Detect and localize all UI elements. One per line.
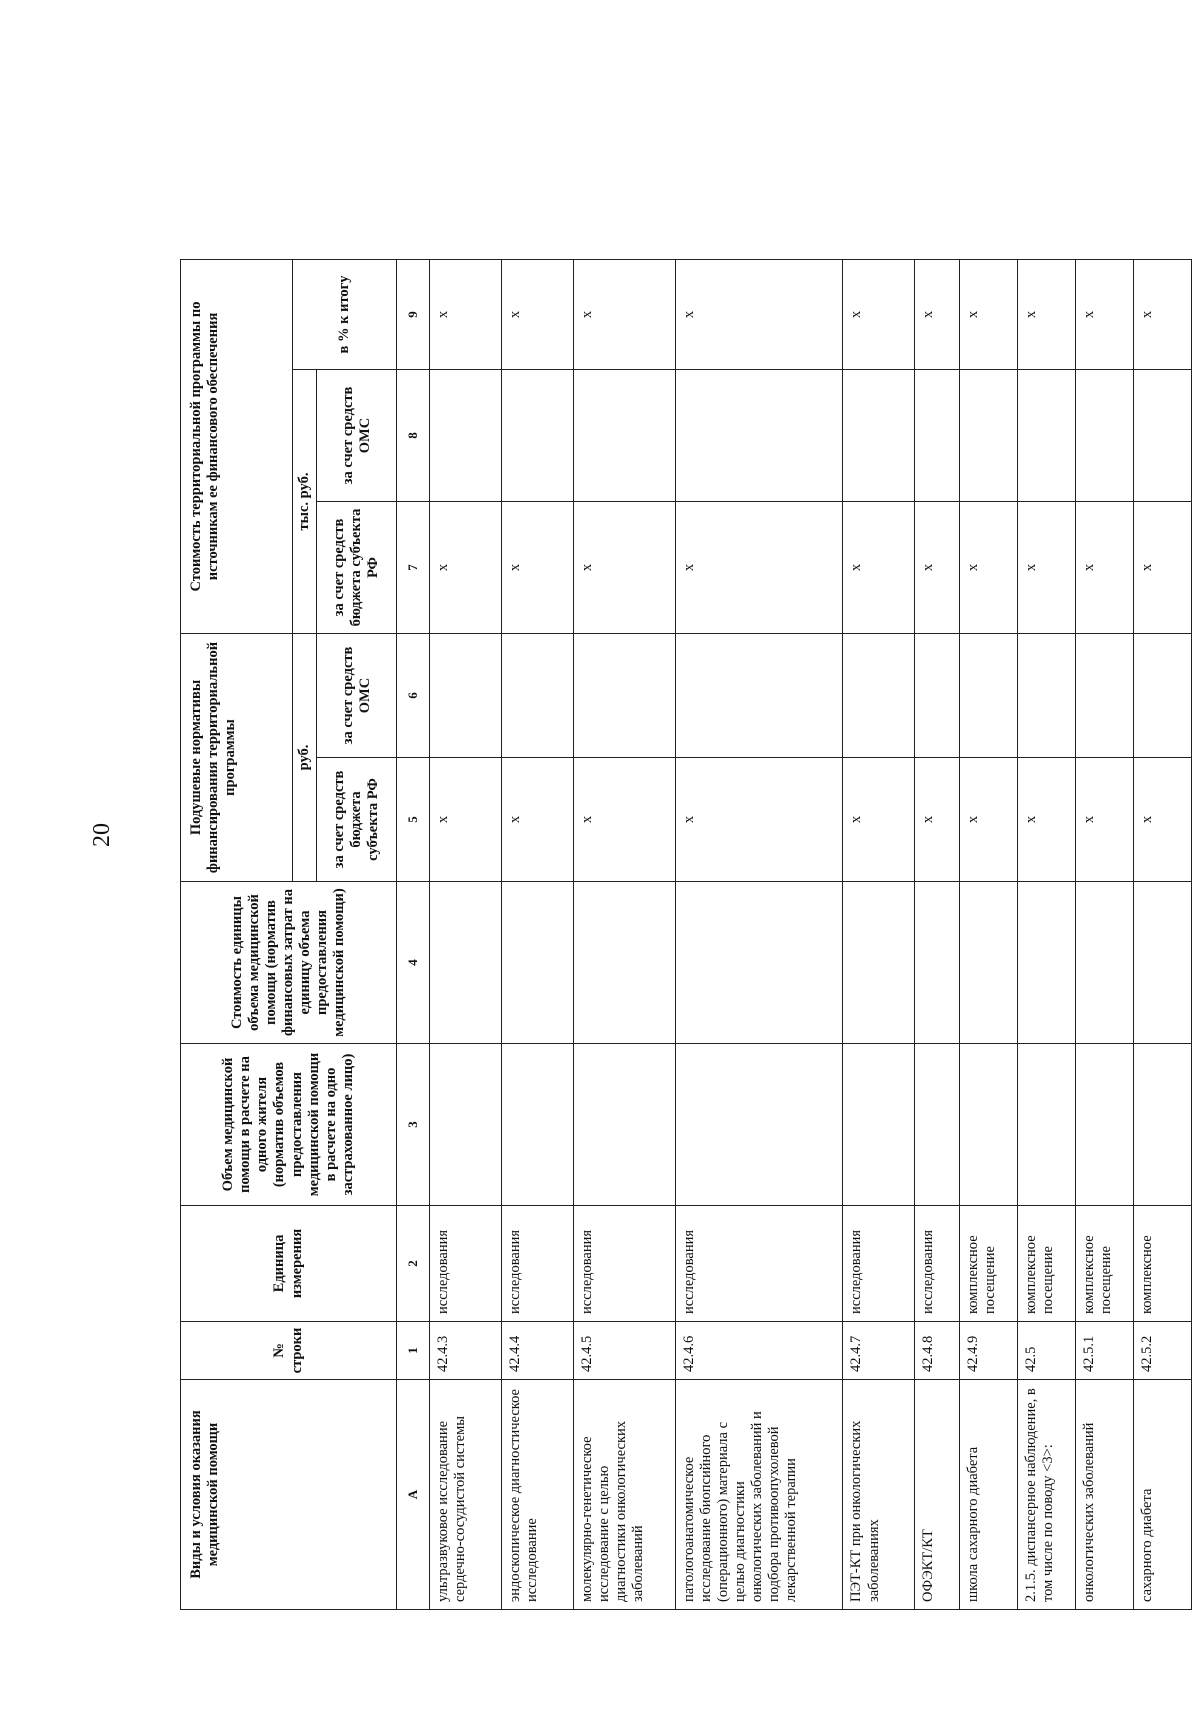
index-cell: А xyxy=(397,1380,430,1610)
header-group-cost: Стоимость территориальной программы по источникам ее финансового обеспечения xyxy=(181,259,293,633)
table-cell-col-1: 42.5.2 xyxy=(1134,1322,1192,1380)
table-cell-col-7: х xyxy=(573,502,675,634)
table-cell-col-8 xyxy=(915,370,960,502)
header-col-5: за счет средств бюджета субъекта РФ xyxy=(317,758,397,882)
table-cell-col-5: х xyxy=(1134,758,1192,882)
table-cell-col-7: х xyxy=(1018,502,1076,634)
table-cell-col-9: х xyxy=(1018,259,1076,369)
table-row xyxy=(843,79,915,1609)
blank-margin xyxy=(181,79,430,259)
table-body xyxy=(430,79,1192,1609)
table-row xyxy=(675,79,843,1609)
financing-table xyxy=(180,79,1192,1610)
table-cell-col-5: х xyxy=(1076,758,1134,882)
table-cell-col-9: х xyxy=(573,259,675,369)
table-cell-col-3 xyxy=(1018,1044,1076,1206)
table-cell-col-4 xyxy=(501,882,573,1044)
table-cell-col-9: х xyxy=(915,259,960,369)
header-col-a: Виды и условия оказания медицинской помощи xyxy=(181,1380,397,1610)
table-cell-col-9: х xyxy=(1076,259,1134,369)
index-cell: 4 xyxy=(397,882,430,1044)
table-cell-col-5: х xyxy=(843,758,915,882)
row-name-cell: патологоанатомическое исследование биопсийного (операционного) материала с целью диагностики онкологических заболеваний и подбора противоопухолевой лекарственной терапии xyxy=(675,1380,843,1610)
table-cell-col-7: х xyxy=(675,502,843,634)
header-col-1: № строки xyxy=(181,1322,397,1380)
row-name-cell: сахарного диабета xyxy=(1134,1380,1192,1610)
row-name-cell: эндоскопическое диагностическое исследование xyxy=(501,1380,573,1610)
header-col-7: за счет средств бюджета субъекта РФ xyxy=(317,502,397,634)
table-cell-col-1: 42.4.9 xyxy=(960,1322,1018,1380)
row-name-cell: 2.1.5. диспансерное наблюдение, в том числе по поводу <3>: xyxy=(1018,1380,1076,1610)
header-col-2: Единица измерения xyxy=(181,1206,397,1322)
table-cell-col-4 xyxy=(960,882,1018,1044)
table-cell-col-1: 42.5 xyxy=(1018,1322,1076,1380)
index-cell: 9 xyxy=(397,259,430,369)
table-cell-col-9: х xyxy=(430,259,502,369)
table-cell-col-6 xyxy=(501,634,573,758)
table-cell-col-5: х xyxy=(573,758,675,882)
table-cell-col-1: 42.4.5 xyxy=(573,1322,675,1380)
page-number: 20 xyxy=(89,823,115,847)
table-cell-col-7: х xyxy=(1134,502,1192,634)
table-cell-col-8 xyxy=(1076,370,1134,502)
table-cell-col-1: 42.4.7 xyxy=(843,1322,915,1380)
table-cell-col-5: х xyxy=(1018,758,1076,882)
table-row xyxy=(1134,79,1192,1609)
header-cost-unit: тыс. руб. xyxy=(293,370,317,634)
table-cell-col-4 xyxy=(1076,882,1134,1044)
row-name-cell: ОФЭКТ/КТ xyxy=(915,1380,960,1610)
table-cell-col-7: х xyxy=(430,502,502,634)
table-cell-col-1: 42.4.3 xyxy=(430,1322,502,1380)
table-cell-col-5: х xyxy=(501,758,573,882)
table-cell-col-7: х xyxy=(501,502,573,634)
table-cell-col-2: комплексное посещение xyxy=(960,1206,1018,1322)
table-cell-col-3 xyxy=(1134,1044,1192,1206)
table-cell-col-2: комплексное xyxy=(1134,1206,1192,1322)
table-cell-col-9: х xyxy=(675,259,843,369)
table-row xyxy=(1018,79,1076,1609)
row-name-cell: молекулярно-генетическое исследование с целью диагностики онкологических заболеваний xyxy=(573,1380,675,1610)
header-col-3: Объем медицинской помощи в расчете на одного жителя (норматив объемов предоставления медицинской помощи в расчете на одно застрахованное лицо) xyxy=(181,1044,397,1206)
table-cell-col-4 xyxy=(430,882,502,1044)
table-cell-col-1: 42.4.4 xyxy=(501,1322,573,1380)
table-cell-col-6 xyxy=(573,634,675,758)
table-row xyxy=(1076,79,1134,1609)
table-cell-col-9: х xyxy=(1134,259,1192,369)
table-cell-col-6 xyxy=(1076,634,1134,758)
table-cell-col-9: х xyxy=(501,259,573,369)
header-col-8: за счет средств ОМС xyxy=(317,370,397,502)
table-cell-col-9: х xyxy=(960,259,1018,369)
row-name-cell: онкологических заболеваний xyxy=(1076,1380,1134,1610)
table-cell-col-2: исследования xyxy=(573,1206,675,1322)
header-norm-unit: руб. xyxy=(293,634,317,882)
table-cell-col-9: х xyxy=(843,259,915,369)
table-cell-col-3 xyxy=(1076,1044,1134,1206)
table-cell-col-2: исследования xyxy=(915,1206,960,1322)
table-cell-col-1: 42.4.8 xyxy=(915,1322,960,1380)
table-row xyxy=(573,79,675,1609)
table-cell-col-7: х xyxy=(915,502,960,634)
table-cell-col-8 xyxy=(501,370,573,502)
table-cell-col-4 xyxy=(1018,882,1076,1044)
table-row xyxy=(430,79,502,1609)
index-cell: 3 xyxy=(397,1044,430,1206)
table-cell-col-4 xyxy=(675,882,843,1044)
table-cell-col-3 xyxy=(573,1044,675,1206)
table-header xyxy=(181,79,430,1609)
table-cell-col-6 xyxy=(675,634,843,758)
table-cell-col-3 xyxy=(843,1044,915,1206)
table-cell-col-3 xyxy=(501,1044,573,1206)
table-cell-col-5: х xyxy=(915,758,960,882)
table-row xyxy=(501,79,573,1609)
table-cell-col-1: 42.5.1 xyxy=(1076,1322,1134,1380)
header-group-norm: Подушевые нормативы финансирования территориальной программы xyxy=(181,634,293,882)
table-cell-col-5: х xyxy=(430,758,502,882)
table-cell-col-6 xyxy=(1018,634,1076,758)
table-cell-col-4 xyxy=(573,882,675,1044)
table-cell-col-7: х xyxy=(1076,502,1134,634)
header-col-9: в % к итогу xyxy=(293,259,397,369)
index-cell: 2 xyxy=(397,1206,430,1322)
table-cell-col-6 xyxy=(843,634,915,758)
table-cell-col-6 xyxy=(430,634,502,758)
index-cell: 6 xyxy=(397,634,430,758)
table-cell-col-4 xyxy=(843,882,915,1044)
table-cell-col-4 xyxy=(915,882,960,1044)
table-row xyxy=(915,79,960,1609)
table-cell-col-6 xyxy=(1134,634,1192,758)
table-cell-col-2: исследования xyxy=(430,1206,502,1322)
header-col-4: Стоимость единицы объема медицинской помощи (норматив финансовых затрат на единицу объема предоставления медицинской помощи) xyxy=(181,882,397,1044)
index-cell: 1 xyxy=(397,1322,430,1380)
table-cell-col-8 xyxy=(675,370,843,502)
index-cell: 7 xyxy=(397,502,430,634)
table-cell-col-3 xyxy=(960,1044,1018,1206)
table-cell-col-2: исследования xyxy=(501,1206,573,1322)
table-cell-col-2: исследования xyxy=(675,1206,843,1322)
row-name-cell: ультразвуковое исследование сердечно-сосудистой системы xyxy=(430,1380,502,1610)
table-cell-col-7: х xyxy=(843,502,915,634)
table-cell-col-4 xyxy=(1134,882,1192,1044)
table-cell-col-1: 42.4.6 xyxy=(675,1322,843,1380)
table-cell-col-3 xyxy=(430,1044,502,1206)
index-cell: 8 xyxy=(397,370,430,502)
table-cell-col-6 xyxy=(915,634,960,758)
table-cell-col-8 xyxy=(843,370,915,502)
table-cell-col-5: х xyxy=(675,758,843,882)
row-name-cell: школа сахарного диабета xyxy=(960,1380,1018,1610)
column-index-row xyxy=(397,79,430,1609)
table-cell-col-8 xyxy=(573,370,675,502)
table-cell-col-8 xyxy=(960,370,1018,502)
row-name-cell: ПЭТ-КТ при онкологических заболеваниях xyxy=(843,1380,915,1610)
table-cell-col-5: х xyxy=(960,758,1018,882)
rotated-table-container xyxy=(180,80,1192,1610)
table-row xyxy=(960,79,1018,1609)
table-cell-col-6 xyxy=(960,634,1018,758)
table-cell-col-7: х xyxy=(960,502,1018,634)
table-cell-col-8 xyxy=(1134,370,1192,502)
table-cell-col-3 xyxy=(915,1044,960,1206)
table-cell-col-2: исследования xyxy=(843,1206,915,1322)
table-cell-col-2: комплексное посещение xyxy=(1018,1206,1076,1322)
header-col-6: за счет средств ОМС xyxy=(317,634,397,758)
index-cell: 5 xyxy=(397,758,430,882)
table-cell-col-8 xyxy=(430,370,502,502)
table-cell-col-8 xyxy=(1018,370,1076,502)
table-cell-col-2: комплексное посещение xyxy=(1076,1206,1134,1322)
table-cell-col-3 xyxy=(675,1044,843,1206)
